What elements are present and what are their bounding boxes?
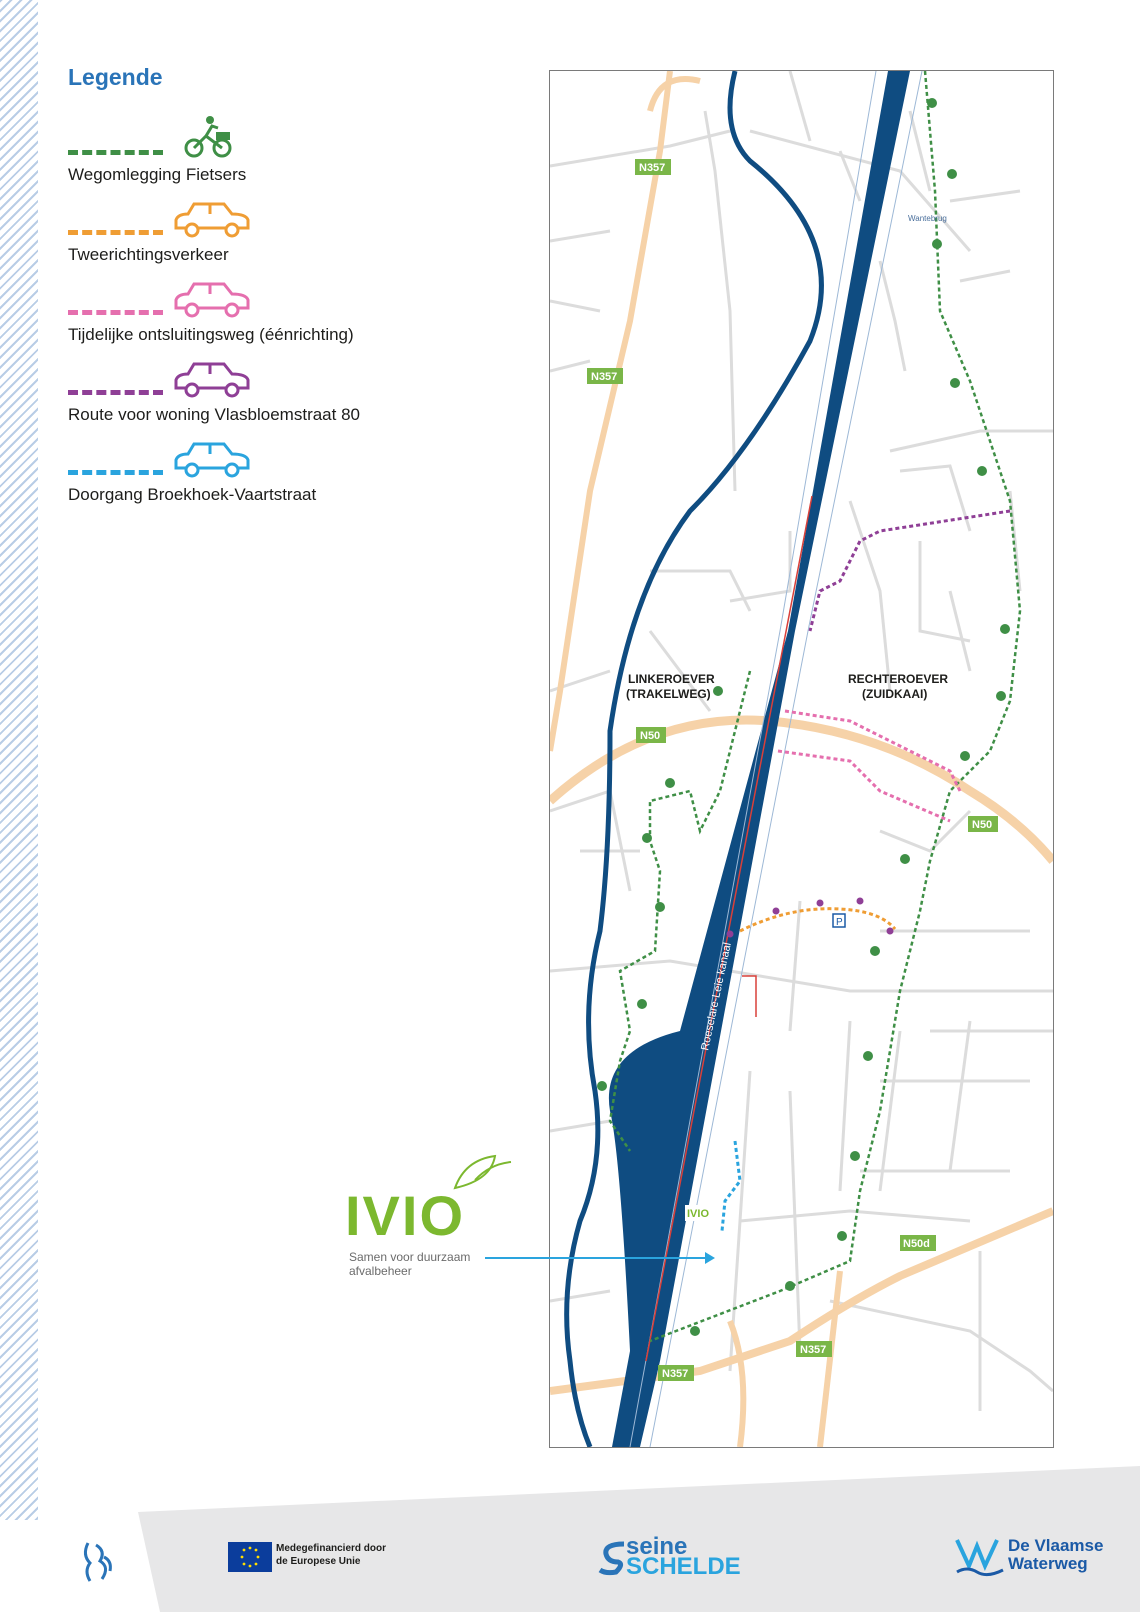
ivio-tagline-line1: Samen voor duurzaam [349, 1250, 471, 1264]
eu-line2: de Europese Unie [276, 1556, 361, 1567]
badge-n357-bottom-right: N357 [800, 1344, 827, 1356]
canal [609, 71, 910, 1447]
car-icon [172, 194, 252, 244]
car-icon [172, 354, 252, 404]
cyclist-icon [172, 114, 252, 164]
svg-text:IVIO: IVIO [687, 1208, 710, 1220]
map[interactable] [549, 70, 1054, 1448]
car-icon [172, 274, 252, 324]
legend-item-passage [68, 434, 468, 504]
legend-label: Doorgang Broekhoek-Vaartstraat [68, 485, 317, 504]
blue-route [722, 1141, 740, 1231]
pointer-arrow [485, 1248, 715, 1268]
ivio-wordmark: IVIO [345, 1184, 466, 1247]
legend-item-two-way [68, 194, 468, 264]
legend-line-pink [68, 310, 163, 315]
right-bank-sublabel: (ZUIDKAAI) [862, 687, 928, 701]
legend-item-route-home [68, 354, 468, 424]
orange-route [740, 909, 895, 931]
badge-n50d: N50d [903, 1238, 930, 1250]
points-of-interest [727, 898, 894, 938]
car-icon [172, 434, 252, 484]
dvw-line2: Waterweg [1008, 1554, 1088, 1573]
legend-item-temporary [68, 274, 468, 344]
waterweg-logo-icon [955, 1536, 1007, 1578]
dvw-line1: De Vlaamse [1008, 1536, 1104, 1555]
seine-line1: seine [626, 1533, 688, 1560]
eu-flag-icon [228, 1542, 272, 1572]
ivio-map-marker [685, 1205, 715, 1221]
decorative-stripe [0, 0, 38, 1520]
canal-label-top: Roeselare-Leie kanaal [841, 391, 876, 502]
seine-line2: SCHELDE [626, 1553, 741, 1580]
badge-n50-left: N50 [640, 730, 661, 742]
left-bank-label: LINKEROEVER [628, 672, 715, 686]
left-bank-sublabel: (TRAKELWEG) [626, 687, 711, 701]
legend-label: Wegomlegging Fietsers [68, 165, 247, 184]
eu-line1: Medegefinancierd door [276, 1543, 387, 1554]
seine-schelde-logo [626, 1533, 741, 1580]
badge-n50-right: N50 [972, 819, 993, 831]
works-line [646, 496, 812, 1361]
legend-line-green [68, 150, 163, 155]
map-canvas [550, 71, 1053, 1447]
badge-n357-top: N357 [639, 162, 666, 174]
legend-line-purple [68, 390, 163, 395]
svg-text:P: P [836, 917, 843, 928]
legend-label: Tweerichtingsverkeer [68, 245, 229, 264]
legend-item-cyclists [68, 114, 468, 184]
wantebrug-label: Wantebrug [908, 214, 947, 223]
canal-label-bottom: Roeselare-Leie kanaal [699, 941, 734, 1052]
badge-n357-bottom-left: N357 [662, 1368, 689, 1380]
seine-wave-icon [598, 1540, 628, 1576]
eu-funding-text [276, 1542, 406, 1568]
legend-line-blue [68, 470, 163, 475]
badge-n357-mid: N357 [591, 371, 618, 383]
right-bank-label: RECHTEROEVER [848, 672, 949, 686]
purple-route [810, 511, 1010, 631]
legend-line-orange [68, 230, 163, 235]
legend-title: Legende [68, 64, 163, 90]
legend-label: Route voor woning Vlasbloemstraat 80 [68, 405, 360, 424]
flemish-lion-icon [78, 1537, 118, 1587]
legend-label: Tijdelijke ontsluitingsweg (éénrichting) [68, 325, 354, 344]
ivio-tagline [349, 1250, 499, 1278]
waterweg-logo-text [1008, 1537, 1103, 1573]
ivio-tagline-line2: afvalbeheer [349, 1264, 412, 1278]
